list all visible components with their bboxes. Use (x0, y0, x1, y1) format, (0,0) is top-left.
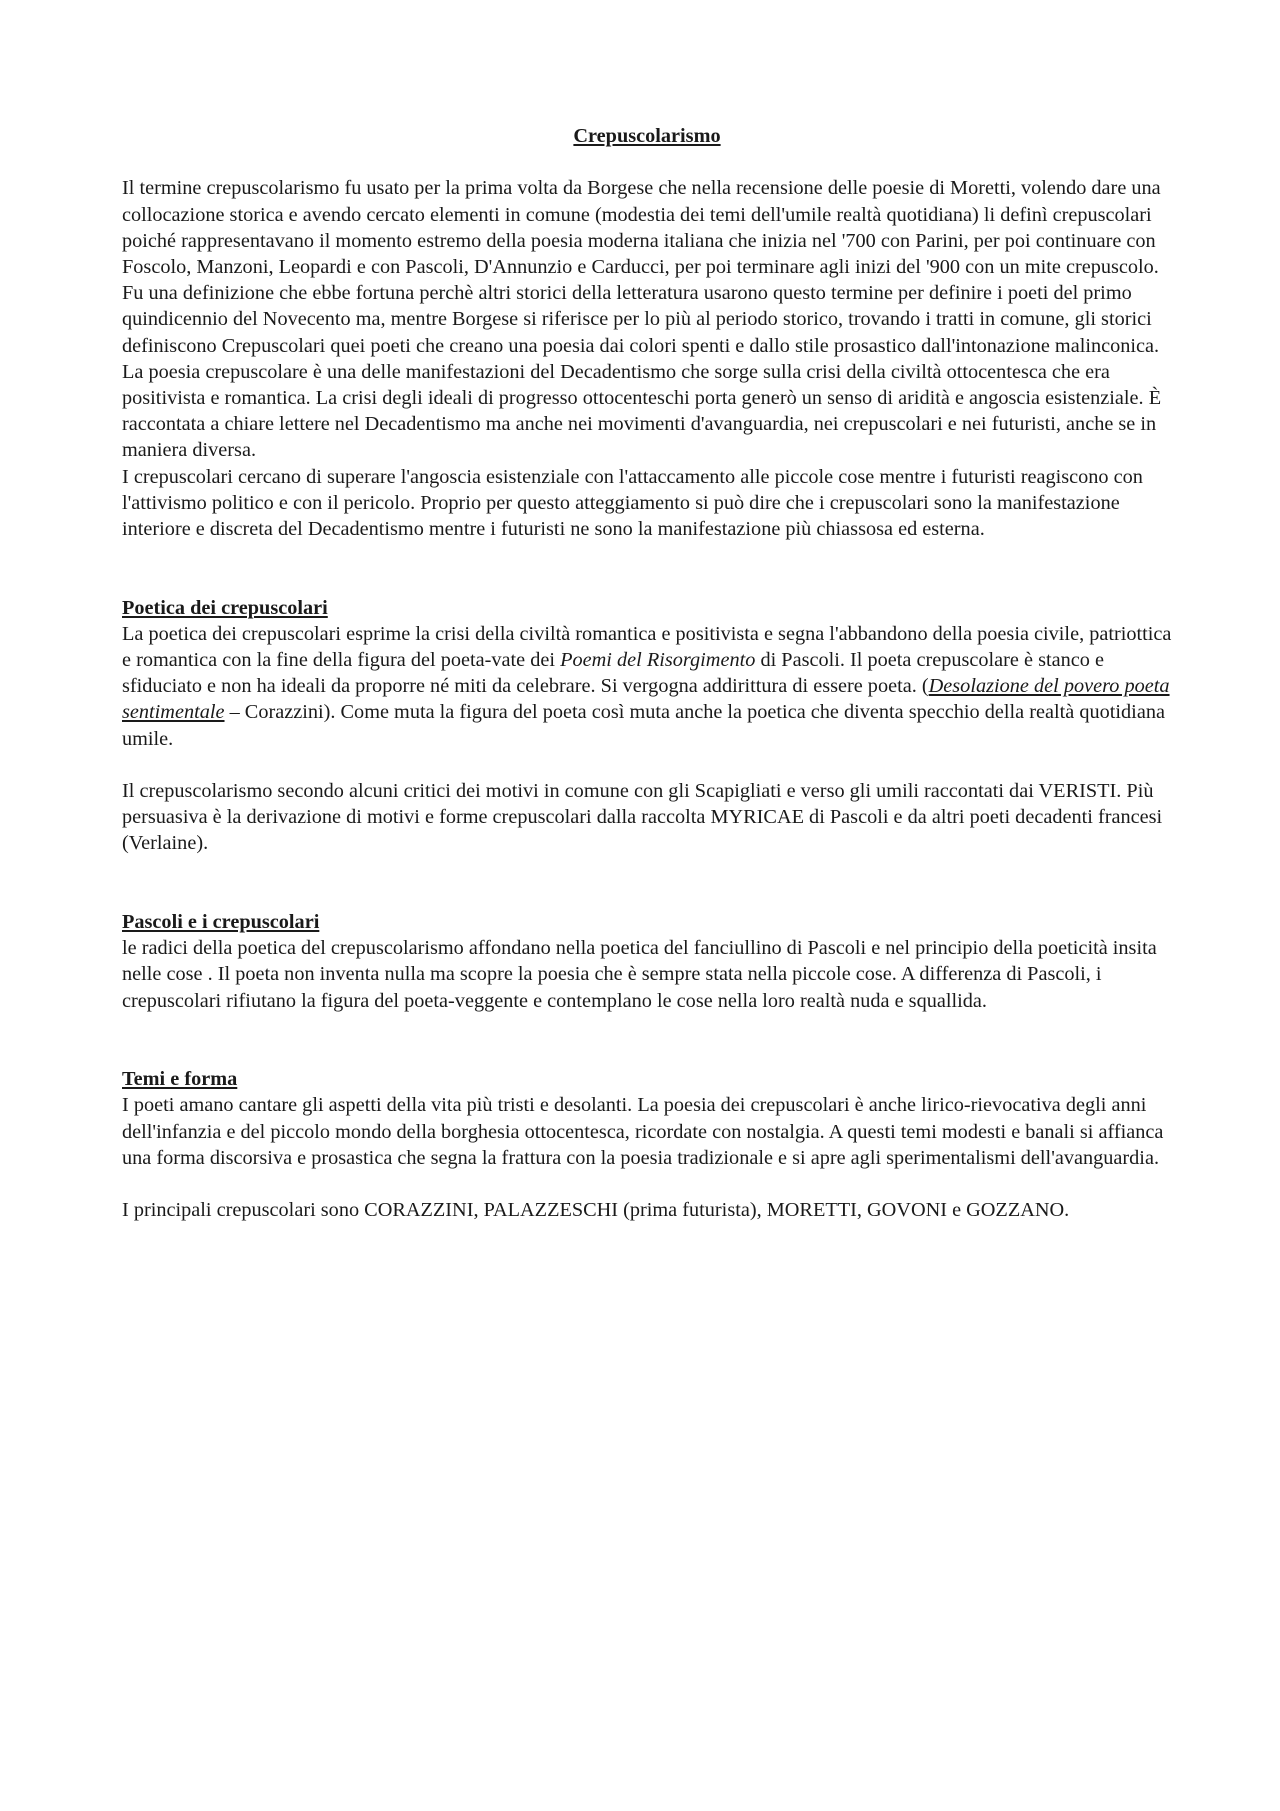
intro-paragraph-1: Il termine crepuscolarismo fu usato per la prima volta da Borgese che nella recensione delle poesie di Moretti, volendo dare una collocazione storica e avendo cercato elementi in comune (modestia dei temi dell'umile realtà quotidiana) li definì crepuscolari poiché rappresentavano il momento estremo della poesia moderna italiana che inizia nel '700 con Parini, per poi continuare con Foscolo, Manzoni, Leopardi e con Pascoli, D'Annunzio e Carducci, per poi terminare agli inizi del '900 con un mite crepuscolo. Fu una definizione che ebbe fortuna perchè altri storici della letteratura usarono questo termine per definire i poeti del primo quindicennio del Novecento ma, mentre Borgese si riferisce per lo più al periodo storico, trovando i tratti in comune, gli storici definiscono Crepuscolari quei poeti che creano una poesia dai colori spenti e dallo stile prosastico dall'intonazione malinconica. La poesia crepuscolare è una delle manifestazioni del Decadentismo che sorge sulla crisi della civiltà ottocentesca che era positivista e romantica. La crisi degli ideali di progresso ottocenteschi porta generò un senso di aridità e angoscia esistenziale. È raccontata a chiare lettere nel Decadentismo ma anche nei movimenti d'avanguardia, nei crepuscolari e nei futuristi, anche se in maniera diversa. (122, 177, 1162, 462)
poetica-paragraph-2: Il crepuscolarismo secondo alcuni critici dei motivi in comune con gli Scapigliati e verso gli umili raccontati dai VERISTI. Più persuasiva è la derivazione di motivi e forme crepuscolari dalla raccolta MYRICAE di Pascoli e da altri poeti decadenti francesi (Verlaine). (122, 780, 1163, 855)
spacer (122, 542, 1172, 594)
spacer (122, 1171, 1172, 1197)
spacer (122, 149, 1172, 175)
work-title-poemi: Poemi del Risorgimento (560, 649, 756, 672)
spacer (122, 857, 1172, 909)
spacer (122, 1014, 1172, 1066)
temi-paragraph-1: I poeti amano cantare gli aspetti della vita più tristi e desolanti. La poesia dei crepuscolari è anche lirico-rievocativa degli anni dell'infanzia e del piccolo mondo della borghesia ottocentesca, ricordate con nostalgia. A questi temi modesti e banali si affianca una forma discorsiva e prosastica che segna la frattura con la poesia tradizionale e si apre agli sperimentalismi dell'avanguardia. (122, 1094, 1164, 1169)
document-page (122, 123, 1172, 1223)
page-title: Crepuscolarismo (573, 125, 721, 147)
temi-paragraph-2: I principali crepuscolari sono CORAZZINI, PALAZZESCHI (prima futurista), MORETTI, GOVONI e GOZZANO. (122, 1199, 1070, 1222)
section-heading-pascoli: Pascoli e i crepuscolari (122, 911, 320, 934)
poetica-paragraph-1 (122, 621, 1172, 752)
poetica-text-b: di Pascoli. Il poeta crepuscolare è stanco e sfiduciato e non ha ideali da proporre né miti da celebrare. Si vergogna addirittura di essere poeta. ( (122, 649, 1104, 698)
poetica-text-a: La poetica dei crepuscolari esprime la crisi della civiltà romantica e positivista e segna l'abbandono della poesia civile, patriottica e romantica con la fine della figura del poeta-vate dei (122, 622, 1172, 672)
section-heading-temi: Temi e forma (122, 1068, 238, 1091)
section-heading-poetica: Poetica dei crepuscolari (122, 596, 328, 619)
pascoli-paragraph-1: le radici della poetica del crepuscolarismo affondano nella poetica del fanciullino di Pascoli e nel principio della poeticità insita nelle cose . Il poeta non inventa nulla ma scopre la poesia che è sempre stata nella piccole cose. A differenza di Pascoli, i crepuscolari rifiutano la figura del poeta-veggente e contemplano le cose nella loro realtà nuda e squallida. (122, 937, 1157, 1012)
poetica-text-c: – Corazzini). Come muta la figura del poeta così muta anche la poetica che diventa specchio della realtà quotidiana umile. (122, 701, 1165, 750)
spacer (122, 752, 1172, 778)
intro-paragraph-2: I crepuscolari cercano di superare l'angoscia esistenziale con l'attaccamento alle piccole cose mentre i futuristi reagiscono con l'attivismo politico e con il pericolo. Proprio per questo atteggiamento si può dire che i crepuscolari sono la manifestazione interiore e discreta del Decadentismo mentre i futuristi ne sono la manifestazione più chiassosa ed esterna. (122, 465, 1143, 541)
work-title-desolazione: Desolazione del povero poeta sentimentale (122, 675, 1170, 724)
